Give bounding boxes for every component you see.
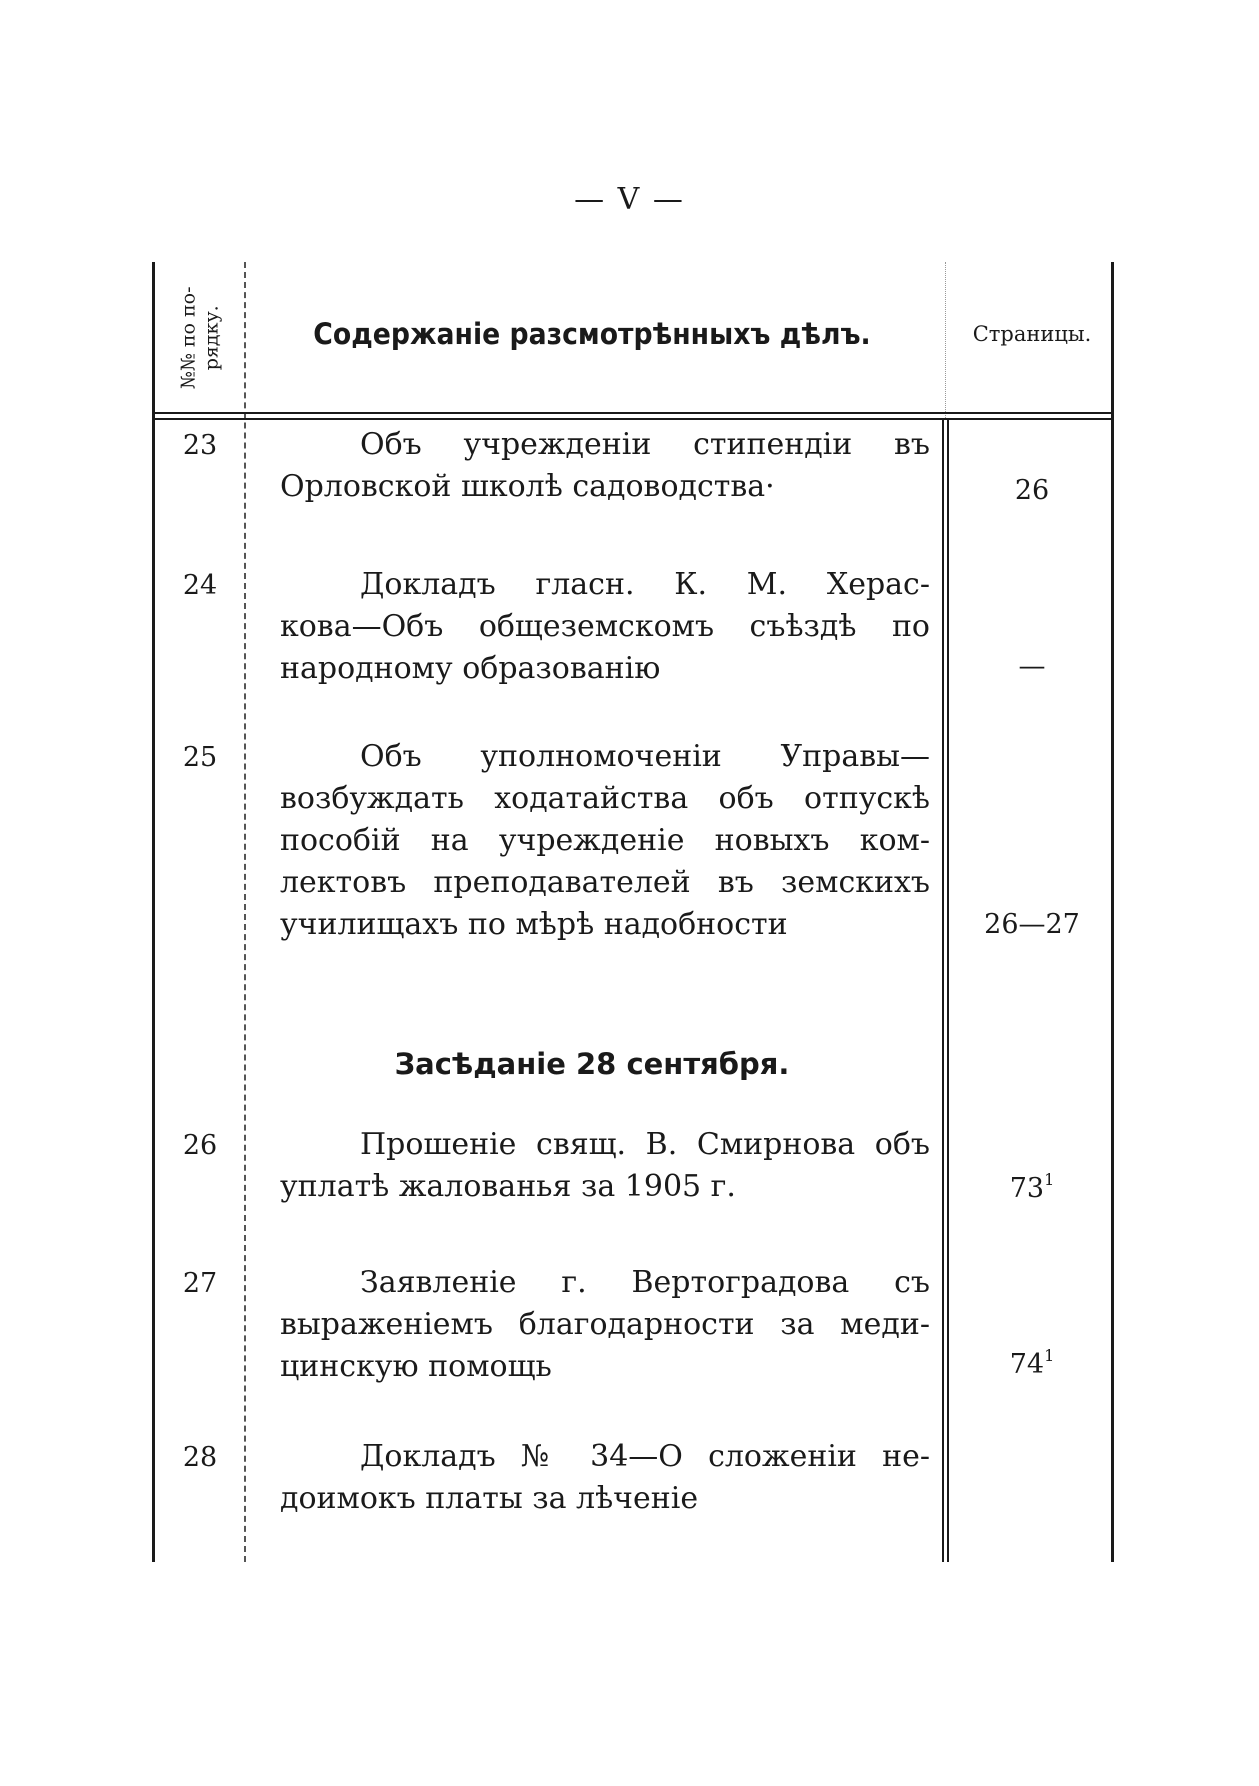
row-pages xyxy=(952,648,1112,682)
column-divider-pages-header xyxy=(945,262,946,420)
row-pages-sup: 1 xyxy=(1044,1346,1055,1365)
row-pages xyxy=(952,1346,1112,1380)
contents-table xyxy=(152,262,1114,1562)
row-content xyxy=(280,1262,930,1388)
row-line: Орловской школѣ садоводства· xyxy=(280,469,775,504)
column-divider-number xyxy=(244,262,246,1562)
header-number-column xyxy=(160,268,240,408)
header-pages: Страницы. xyxy=(972,322,1092,346)
header-number-line2: рядку. xyxy=(200,305,223,371)
row-line: выраженіемъ благодарности за меди- xyxy=(280,1307,930,1342)
column-divider-pages xyxy=(942,420,944,1562)
row-pages xyxy=(952,472,1112,506)
page-number: — V — xyxy=(574,182,685,217)
table-border-left xyxy=(152,262,155,1562)
row-line: возбуждать ходатайства объ отпускѣ xyxy=(280,781,930,816)
row-pages-value: — xyxy=(1018,651,1046,682)
row-line: Докладъ гласн. К. М. Херас- xyxy=(360,567,930,602)
row-pages-sup: 1 xyxy=(1044,1170,1055,1189)
row-content xyxy=(280,1436,930,1520)
row-line: Объ учрежденіи стипендіи въ xyxy=(360,427,930,462)
row-line: народному образованію xyxy=(280,651,661,686)
row-number: 27 xyxy=(182,1268,218,1299)
row-pages xyxy=(952,906,1112,940)
row-pages xyxy=(952,1170,1112,1204)
row-number: 25 xyxy=(182,742,218,773)
row-pages-value: 73 xyxy=(1009,1173,1045,1204)
column-divider-pages-double xyxy=(947,420,949,1562)
row-content xyxy=(280,564,930,690)
header-number-line1: №№ по по- xyxy=(177,286,200,390)
row-number: 28 xyxy=(182,1442,218,1473)
row-line: Докладъ № 34—О сложеніи не- xyxy=(360,1439,930,1474)
row-line: Заявленіе г. Вертоградова съ xyxy=(360,1265,930,1300)
row-line: уплатѣ жалованья за 1905 г. xyxy=(280,1169,736,1204)
header-rule xyxy=(152,412,1114,414)
row-line: цинскую помощь xyxy=(280,1349,552,1384)
row-line: кова—Объ общеземскомъ съѣздѣ по xyxy=(280,609,930,644)
section-heading: Засѣданіе 28 сентября. xyxy=(394,1047,790,1081)
row-content xyxy=(280,736,930,946)
row-line: Объ уполномоченіи Управы— xyxy=(360,739,930,774)
row-line: лектовъ преподавателей въ земскихъ xyxy=(280,865,930,900)
row-line: училищахъ по мѣрѣ надобности xyxy=(280,907,788,942)
row-line: доимокъ платы за лѣченіе xyxy=(280,1481,699,1516)
header-rule-double xyxy=(152,418,1114,420)
row-pages-value: 26—27 xyxy=(984,909,1080,940)
row-number: 26 xyxy=(182,1130,218,1161)
row-content xyxy=(280,1124,930,1208)
header-title: Содержаніе разсмотрѣнныхъ дѣлъ. xyxy=(313,317,871,351)
row-number: 23 xyxy=(182,430,218,461)
row-pages-value: 26 xyxy=(1014,475,1050,506)
row-number: 24 xyxy=(182,570,218,601)
row-content xyxy=(280,424,930,508)
row-line: Прошеніе свящ. В. Смирнова объ xyxy=(360,1127,930,1162)
row-line: пособій на учрежденіе новыхъ ком- xyxy=(280,823,930,858)
row-pages-value: 74 xyxy=(1009,1349,1045,1380)
